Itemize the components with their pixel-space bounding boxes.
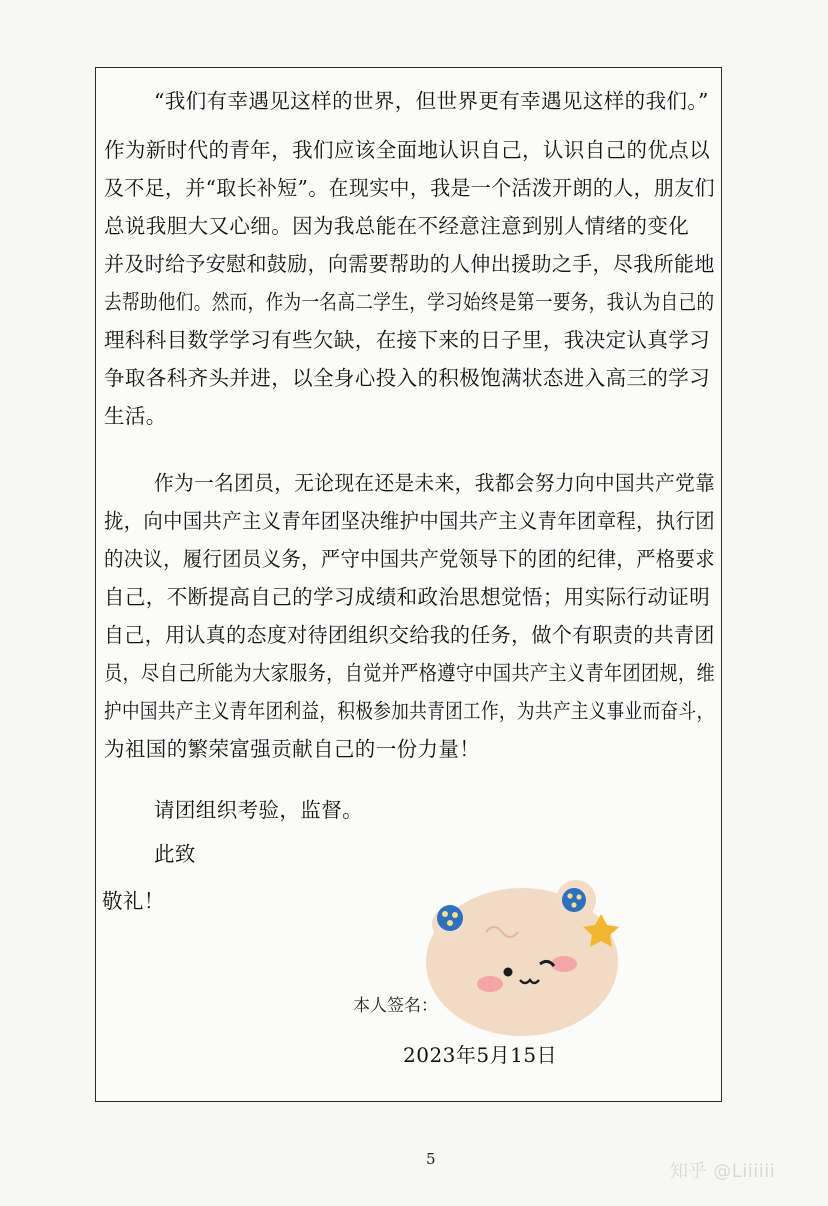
bear-face-sticker-icon [418,872,632,1038]
signature-date: 2023年5月15日 [403,1043,558,1067]
signature-label: 本人签名： [353,996,438,1016]
letter-line-2: 作为新时代的青年，我们应该全面地认识自己，认识自己的优点以 [104,138,711,162]
watermark: 知乎 @Liiiiii [670,1161,776,1182]
letter-line-19: 此致 [154,842,196,866]
letter-line-6: 去帮助他们。然而，作为一名高二学生，学习始终是第一要务，我认为自己的 [104,290,715,314]
letter-line-11: 拢，向中国共产主义青年团坚决维护中国共产主义青年团章程，执行团 [104,509,715,533]
letter-line-7: 理科科目数学学习有些欠缺，在接下来的日子里，我决定认真学习 [104,328,711,352]
letter-line-18: 请团组织考验，监督。 [154,798,363,822]
letter-line-13: 自己，不断提高自己的学习成绩和政治思想觉悟；用实际行动证明 [104,585,711,609]
letter-line-17: 为祖国的繁荣富强贡献自己的一份力量！ [104,737,481,761]
letter-line-14: 自己，用认真的态度对待团组织交给我的任务，做个有职责的共青团 [104,623,715,647]
letter-line-1: “我们有幸遇见这样的世界，但世界更有幸遇见这样的我们。” [154,89,709,113]
page-number: 5 [426,1150,436,1168]
letter-line-8: 争取各科齐头并进，以全身心投入的积极饱满状态进入高三的学习 [104,366,711,390]
letter-line-3: 及不足，并“取长补短”。在现实中，我是一个活泼开朗的人，朋友们 [104,176,715,200]
letter-line-10: 作为一名团员，无论现在还是未来，我都会努力向中国共产党靠 [154,471,716,495]
letter-line-5: 并及时给予安慰和鼓励，向需要帮助的人伸出援助之手，尽我所能地 [104,252,715,276]
letter-line-20: 敬礼！ [102,889,165,913]
letter-line-9: 生活。 [104,404,167,428]
letter-line-4: 总说我胆大又心细。因为我总能在不经意注意到别人情绪的变化 [104,214,690,238]
letter-line-15: 员，尽自己所能为大家服务，自觉并严格遵守中国共产主义青年团团规，维 [104,661,716,685]
letter-line-12: 的决议，履行团员义务，严守中国共产党领导下的团的纪律，严格要求 [104,547,715,571]
letter-line-16: 护中国共产主义青年团利益，积极参加共青团工作，为共产主义事业而奋斗， [104,699,715,723]
